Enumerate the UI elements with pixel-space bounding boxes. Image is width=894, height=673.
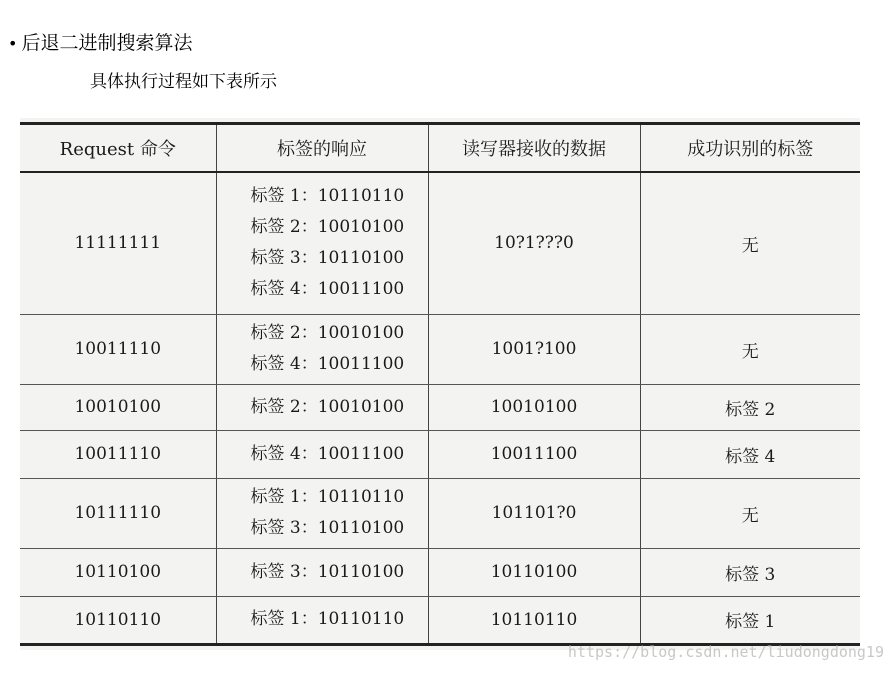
cell-responses (216, 172, 428, 314)
header-response: 标签的响应 (216, 124, 428, 173)
header-received: 读写器接收的数据 (428, 124, 640, 173)
section-subtitle: 具体执行过程如下表所示 (90, 72, 277, 92)
cell-responses (216, 384, 428, 430)
cell-responses (216, 430, 428, 478)
cell-request: 10110100 (20, 548, 216, 596)
table-row (20, 548, 860, 596)
cell-identified: 标签 1 (640, 596, 860, 644)
tag-response: 标签 3：10110100 (250, 248, 405, 269)
tag-response: 标签 3：10110100 (250, 561, 405, 582)
cell-received: 1001?100 (428, 314, 640, 384)
cell-request: 11111111 (20, 172, 216, 314)
watermark-text: https://blog.csdn.net/liudongdong19 (567, 643, 884, 661)
cell-received: 10?1???0 (428, 172, 640, 314)
cell-received: 10110100 (428, 548, 640, 596)
tag-response: 标签 4：10011100 (250, 354, 405, 374)
cell-request: 10011110 (20, 314, 216, 384)
cell-identified: 标签 3 (640, 548, 860, 596)
table-row (20, 384, 860, 430)
tag-response: 标签 1：10110110 (250, 609, 405, 629)
cell-identified: 标签 2 (640, 384, 860, 430)
search-process-table (20, 122, 860, 646)
table-row (20, 478, 860, 548)
cell-received: 10010100 (428, 384, 640, 430)
header-identified: 成功识别的标签 (640, 124, 860, 173)
tag-response: 标签 4：10011100 (250, 443, 405, 464)
table-row (20, 430, 860, 478)
cell-request: 10110110 (20, 596, 216, 644)
table-header-row (20, 124, 860, 173)
cell-responses (216, 596, 428, 644)
table-row (20, 314, 860, 384)
cell-identified: 无 (640, 172, 860, 314)
cell-responses (216, 478, 428, 548)
tag-response: 标签 1：10110110 (250, 186, 405, 207)
section-heading (8, 28, 192, 55)
cell-request: 10011110 (20, 430, 216, 478)
tag-response: 标签 1：10110110 (250, 487, 405, 507)
cell-received: 10110110 (428, 596, 640, 644)
table-row (20, 172, 860, 314)
bullet-icon: • (8, 34, 18, 53)
tag-response: 标签 4：10011100 (250, 279, 405, 300)
cell-request: 10111110 (20, 478, 216, 548)
cell-identified: 无 (640, 314, 860, 384)
table-row (20, 596, 860, 644)
cell-request: 10010100 (20, 384, 216, 430)
cell-received: 101101?0 (428, 478, 640, 548)
cell-identified: 无 (640, 478, 860, 548)
cell-received: 10011100 (428, 430, 640, 478)
tag-response: 标签 2：10010100 (250, 217, 405, 238)
tag-response: 标签 2：10010100 (250, 396, 405, 417)
tag-response: 标签 3：10110100 (250, 518, 405, 538)
cell-responses (216, 314, 428, 384)
tag-response: 标签 2：10010100 (250, 323, 405, 343)
cell-identified: 标签 4 (640, 430, 860, 478)
cell-responses (216, 548, 428, 596)
section-title: 后退二进制搜索算法 (21, 32, 193, 54)
header-request: Request 命令 (20, 124, 216, 173)
table-body (20, 172, 860, 644)
